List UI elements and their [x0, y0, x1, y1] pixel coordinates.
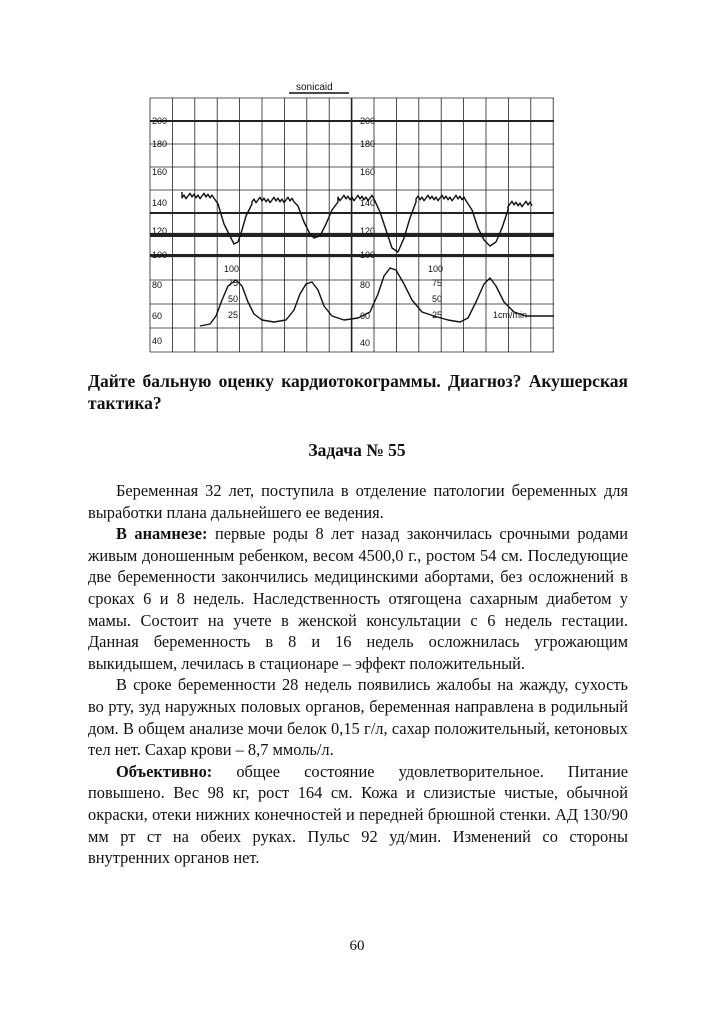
toco-scale-label: 100 — [428, 264, 444, 274]
anamnesis-text: первые роды 8 лет назад закончилась срочными родами живым доношенным ребенком, весом 4500,0 г., ростом 54 см. Последующие две беременности закончились медицинскими абортами, без осложнений в сроках 6 и 8 недель. Наследственность отягощена сахарным диабетом у мамы. Состоит на учете в женской консультации с 6 недель гестации. Данная беременность в 8 и 16 недель осложнилась угрожающим выкидышем, лечилась в стационаре – эффект положительный. — [88, 524, 629, 673]
ctg-brand-label: sonicaid — [296, 82, 333, 93]
paragraph-intro: Беременная 32 лет, поступила в отделение патологии беременных для выработки плана дальнейшего ее ведения. — [88, 481, 628, 522]
toco-scale-label: 100 — [224, 264, 240, 274]
toco-scale-label: 50 — [432, 294, 443, 304]
fhr-label-left: 200 — [152, 116, 168, 126]
fhr-trace — [182, 192, 532, 252]
toco-scale-label: 75 — [228, 278, 239, 288]
fhr-label-left: 180 — [152, 139, 168, 149]
task-title: Задача № 55 — [308, 440, 406, 460]
uc-label-left: 80 — [152, 280, 163, 290]
objective-label: Объективно: — [116, 761, 213, 781]
fhr-label-left: 100 — [152, 250, 168, 260]
fhr-label-mid: 200 — [360, 116, 376, 126]
fhr-label-mid: 100 — [360, 250, 376, 260]
uc-label-left: 60 — [152, 311, 163, 321]
toco-scale-label: 25 — [228, 310, 239, 320]
anamnesis-label: В анамнезе: — [116, 524, 208, 544]
fhr-label-mid: 120 — [360, 226, 376, 236]
toco-scale-label: 25 — [432, 310, 443, 320]
toco-scale-label: 50 — [228, 294, 239, 304]
task-question: Дайте бальную оценку кардиотокограммы. Диагноз? Акушерская тактика? — [88, 371, 628, 413]
fhr-label-mid: 160 — [360, 167, 376, 177]
fhr-label-mid: 140 — [360, 198, 376, 208]
cardiotocogram-chart — [148, 80, 560, 355]
fhr-label-left: 120 — [152, 226, 168, 236]
paper-speed-label: 1cm/min — [493, 310, 528, 320]
uc-label-mid: 60 — [360, 311, 371, 321]
fhr-label-left: 160 — [152, 167, 168, 177]
fhr-label-mid: 180 — [360, 139, 376, 149]
paragraph-complaints: В сроке беременности 28 недель появились жалобы на жажду, сухость во рту, зуд наружных половых органов, беременная направлена в родильный дом. В общем анализе мочи белок 0,15 г/л, сахар положительный, кетоновых тел нет. Сахар крови – 8,7 ммоль/л. — [88, 675, 628, 760]
paragraph-anamnesis — [88, 523, 628, 674]
toco-scale-label: 75 — [432, 278, 443, 288]
paragraph-objective — [88, 761, 628, 869]
uc-label-mid: 80 — [360, 280, 371, 290]
fhr-label-left: 140 — [152, 198, 168, 208]
uc-label-mid: 40 — [360, 338, 371, 348]
page-number: 60 — [349, 938, 365, 954]
objective-text: общее состояние удовлетворительное. Питание повышено. Вес 98 кг, рост 164 см. Кожа и слизистые чистые, обычной окраски, отеки нижних конечностей и передней брюшной стенки. АД 130/90 мм рт ст на обеих руках. Пульс 92 уд/мин. Изменений со стороны внутренних органов нет. — [88, 761, 628, 868]
task-body — [88, 480, 628, 869]
uc-label-left: 40 — [152, 336, 163, 346]
